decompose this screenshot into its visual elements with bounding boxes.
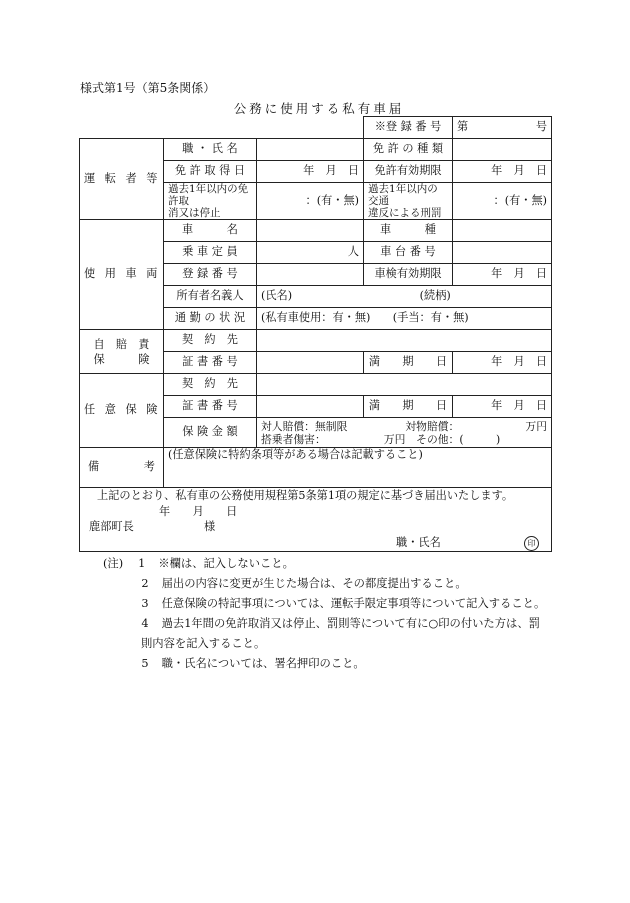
chassis-number-field[interactable] [453, 242, 552, 264]
liability-contract-field[interactable] [257, 330, 552, 352]
remarks-field[interactable]: (任意保険に特約条項等がある場合は記載すること) [164, 448, 552, 488]
owner-field[interactable]: (氏名) (続柄) [257, 286, 552, 308]
liability-insurance-section-label: 自 賠 責 保 険 [80, 330, 164, 374]
optional-insurance-section-label: 任 意 保 険 [80, 374, 164, 448]
declaration-date[interactable]: 年 月 日 [159, 505, 238, 519]
commute-label: 通 勤 の 状 況 [164, 308, 257, 330]
license-revoked-label: 過去1年以内の免許取 消又は停止 [164, 183, 257, 220]
declaration-text: 上記のとおり、私有車の公務使用規程第5条第1項の規定に基づき届出いたします。 [97, 489, 514, 503]
vehicle-type-field[interactable] [453, 220, 552, 242]
vehicle-reg-number-label: 登 録 番 号 [164, 264, 257, 286]
liability-cert-field[interactable] [257, 352, 364, 374]
optional-contract-field[interactable] [257, 374, 552, 396]
chassis-number-label: 車 台 番 号 [364, 242, 453, 264]
remarks-label: 備 考 [80, 448, 164, 488]
license-type-label: 免 許 の 種 類 [364, 139, 453, 161]
license-revoked-field[interactable]: ：(有・無) [257, 183, 364, 220]
notes-row-1: (注) 1 ※欄は、記入しないこと。 [103, 557, 294, 570]
notes-row-4: 4 過去1年間の免許取消又は停止、罰則等について有に○印の付いた方は、罰 [141, 617, 540, 630]
license-acquired-field[interactable]: 年 月 日 [257, 161, 364, 183]
notes-section [103, 554, 545, 674]
vehicle-type-label: 車 種 [364, 220, 453, 242]
vehicle-name-field[interactable] [257, 220, 364, 242]
traffic-penalty-field[interactable]: ：(有・無) [453, 183, 552, 220]
registration-number-field[interactable]: 第 号 [453, 117, 552, 139]
liability-expiry-label: 満 期 日 [364, 352, 453, 374]
commute-field[interactable]: (私有車使用：有・無) (手当：有・無) [257, 308, 552, 330]
notes-row-3: 3 任意保険の特記事項については、運転手限定事項等について記入すること。 [141, 597, 546, 610]
notes-row-4-continued: 則内容を記入すること。 [141, 637, 266, 650]
optional-expiry-label: 満 期 日 [364, 396, 453, 418]
vehicle-section-label: 使 用 車 両 [80, 220, 164, 330]
vehicle-name-label: 車 名 [164, 220, 257, 242]
honorific: 様 [204, 520, 216, 534]
optional-expiry-field[interactable]: 年 月 日 [453, 396, 552, 418]
document-title: 公務に使用する私有車届 [233, 101, 405, 116]
vehicle-reg-number-field[interactable] [257, 264, 364, 286]
traffic-penalty-label: 過去1年以内の交通 違反による刑罰 [364, 183, 453, 220]
seal-mark-icon: 印 [524, 536, 539, 551]
registration-number-label: ※登 録 番 号 [364, 117, 453, 139]
inspection-expiry-label: 車検有効期限 [364, 264, 453, 286]
liability-expiry-field[interactable]: 年 月 日 [453, 352, 552, 374]
license-expiry-label: 免許有効期限 [364, 161, 453, 183]
insurance-amount-label: 保 険 金 額 [164, 418, 257, 448]
registration-form-table [79, 116, 552, 552]
notes-row-5: 5 職・氏名については、署名押印のこと。 [141, 657, 365, 670]
signer-label: 職・氏名 [396, 536, 441, 550]
insurance-amount-field[interactable]: 対人賠償：無制限 対物賠償： 万円 搭乗者傷害： 万円 その他：( ) [257, 418, 552, 448]
name-title-label: 職 ・ 氏 名 [164, 139, 257, 161]
addressee: 鹿部町長 [89, 520, 134, 534]
optional-contract-label: 契 約 先 [164, 374, 257, 396]
license-expiry-field[interactable]: 年 月 日 [453, 161, 552, 183]
declaration-block [80, 488, 552, 552]
name-title-field[interactable] [257, 139, 364, 161]
form-number-label: 様式第1号（第5条関係） [80, 81, 216, 95]
license-type-field[interactable] [453, 139, 552, 161]
notes-row-2: 2 届出の内容に変更が生じた場合は、その都度提出すること。 [141, 577, 467, 590]
optional-cert-label: 証 書 番 号 [164, 396, 257, 418]
liability-cert-label: 証 書 番 号 [164, 352, 257, 374]
inspection-expiry-field[interactable]: 年 月 日 [453, 264, 552, 286]
optional-cert-field[interactable] [257, 396, 364, 418]
driver-section-label: 運 転 者 等 [80, 139, 164, 220]
capacity-field[interactable]: 人 [257, 242, 364, 264]
owner-label: 所有者名義人 [164, 286, 257, 308]
license-acquired-label: 免 許 取 得 日 [164, 161, 257, 183]
capacity-label: 乗 車 定 員 [164, 242, 257, 264]
liability-contract-label: 契 約 先 [164, 330, 257, 352]
